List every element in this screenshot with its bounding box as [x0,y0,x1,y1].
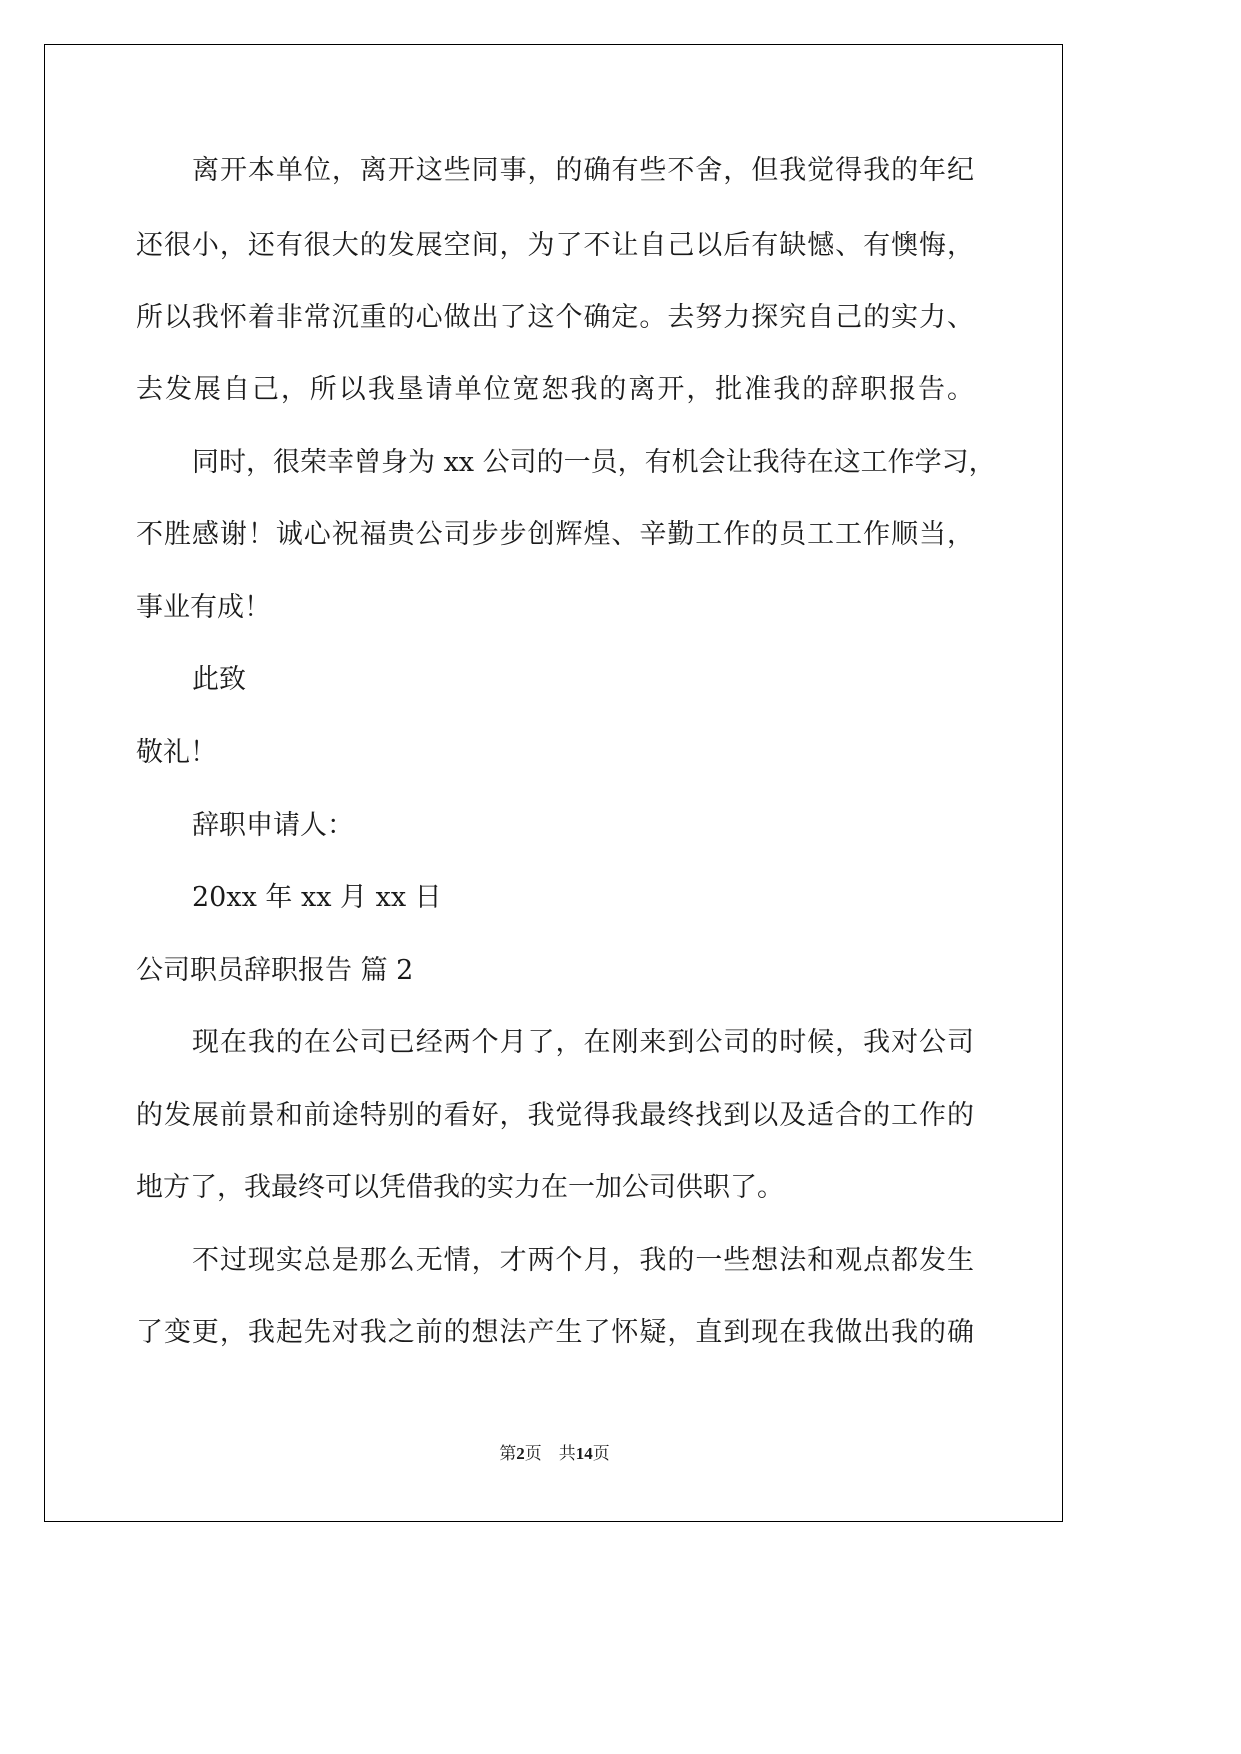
date-line: 20xx 年 xx 月 xx 日 [192,882,442,913]
paragraph-line: 不胜感谢！诚心祝福贵公司步步创辉煌、辛勤工作的员工工作顺当， [136,519,974,550]
page-footer [0,1444,1109,1464]
total-pages: 14 [575,1444,593,1463]
paragraph-line: 了变更，我起先对我之前的想法产生了怀疑，直到现在我做出我的确 [136,1317,974,1348]
salutation: 敬礼！ [136,737,217,768]
closing-phrase: 此致 [192,664,246,695]
paragraph-line: 现在我的在公司已经两个月了，在刚来到公司的时候，我对公司 [192,1027,974,1058]
paragraph-line: 同时，很荣幸曾身为 xx 公司的一员，有机会让我待在这工作学习， [192,447,996,478]
page-suffix: 页 [524,1444,542,1463]
paragraph-line: 事业有成！ [136,592,271,623]
applicant-label: 辞职申请人： [192,810,354,841]
total-suffix: 页 [592,1444,610,1463]
paragraph-line: 去发展自己，所以我垦请单位宽恕我的离开，批准我的辞职报告。 [136,374,974,405]
paragraph-line: 的发展前景和前途特别的看好，我觉得我最终找到以及适合的工作的 [136,1100,974,1131]
paragraph-line: 所以我怀着非常沉重的心做出了这个确定。去努力探究自己的实力、 [136,302,974,333]
page-prefix: 第 [499,1444,517,1463]
total-prefix: 共 [558,1444,576,1463]
paragraph-line: 不过现实总是那么无情，才两个月，我的一些想法和观点都发生 [192,1245,974,1276]
paragraph-line: 离开本单位，离开这些同事，的确有些不舍，但我觉得我的年纪 [192,155,974,186]
paragraph-line: 地方了，我最终可以凭借我的实力在一加公司供职了。 [136,1172,784,1203]
paragraph-line: 还很小，还有很大的发展空间，为了不让自己以后有缺憾、有懊悔， [136,230,974,261]
section-heading: 公司职员辞职报告 篇 2 [136,955,414,986]
page-number: 2 [516,1444,525,1463]
